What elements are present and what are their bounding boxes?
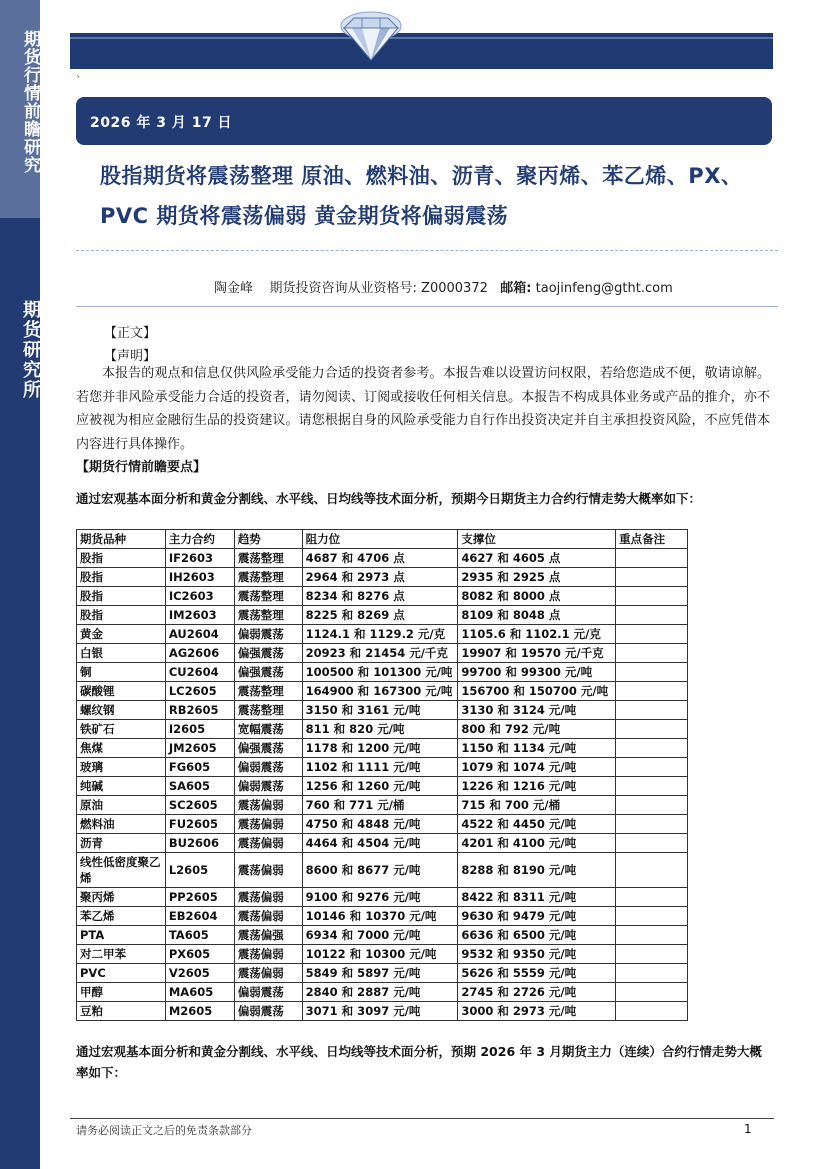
cell-trend: 偏强震荡	[234, 663, 302, 682]
title-divider	[76, 250, 778, 251]
table-row	[77, 888, 688, 907]
cell-note	[616, 964, 688, 983]
cell-note	[616, 720, 688, 739]
cell-trend: 宽幅震荡	[234, 720, 302, 739]
cell-contract: JM2605	[165, 739, 234, 758]
header-trend: 趋势	[234, 530, 302, 549]
cell-resistance: 4464 和 4504 元/吨	[302, 834, 458, 853]
table-row	[77, 682, 688, 701]
date-banner	[76, 97, 772, 145]
footer-divider	[70, 1118, 774, 1119]
cell-contract: IH2603	[165, 568, 234, 587]
cell-trend: 偏弱震荡	[234, 625, 302, 644]
cell-support: 2745 和 2726 元/吨	[458, 983, 616, 1002]
report-title: 股指期货将震荡整理 原油、燃料油、沥青、聚丙烯、苯乙烯、PX、PVC 期货将震荡偏弱 黄金期货将偏弱震荡	[100, 164, 743, 228]
diamond-logo-icon	[322, 4, 420, 64]
cell-contract: IF2603	[165, 549, 234, 568]
cell-resistance: 9100 和 9276 元/吨	[302, 888, 458, 907]
cell-variety: 苯乙烯	[77, 907, 166, 926]
table-row	[77, 1002, 688, 1021]
table-row	[77, 926, 688, 945]
cell-contract: V2605	[165, 964, 234, 983]
cell-trend: 震荡偏弱	[234, 888, 302, 907]
cell-resistance: 3071 和 3097 元/吨	[302, 1002, 458, 1021]
cell-trend: 偏强震荡	[234, 739, 302, 758]
cell-support: 1105.6 和 1102.1 元/克	[458, 625, 616, 644]
cell-support: 3000 和 2973 元/吨	[458, 1002, 616, 1021]
cell-resistance: 1124.1 和 1129.2 元/克	[302, 625, 458, 644]
table-row	[77, 964, 688, 983]
cell-note	[616, 907, 688, 926]
tick-mark: `	[76, 74, 82, 87]
cell-resistance: 2840 和 2887 元/吨	[302, 983, 458, 1002]
cell-trend: 震荡偏弱	[234, 964, 302, 983]
cell-resistance: 164900 和 167300 元/吨	[302, 682, 458, 701]
cell-resistance: 20923 和 21454 元/千克	[302, 644, 458, 663]
cell-trend: 震荡整理	[234, 549, 302, 568]
cell-contract: PX605	[165, 945, 234, 964]
cell-trend: 震荡偏弱	[234, 796, 302, 815]
cell-note	[616, 739, 688, 758]
table-row	[77, 701, 688, 720]
cell-contract: LC2605	[165, 682, 234, 701]
cell-variety: 股指	[77, 606, 166, 625]
cell-variety: 原油	[77, 796, 166, 815]
daily-intro: 通过宏观基本面分析和黄金分割线、水平线、日均线等技术面分析，预期今日期货主力合约行情走势大概率如下：	[76, 491, 702, 506]
header-bar	[70, 33, 773, 69]
cell-note	[616, 625, 688, 644]
cell-trend: 震荡整理	[234, 568, 302, 587]
cell-support: 19907 和 19570 元/千克	[458, 644, 616, 663]
cell-support: 1079 和 1074 元/吨	[458, 758, 616, 777]
cell-trend: 震荡偏弱	[234, 834, 302, 853]
cell-variety: 白银	[77, 644, 166, 663]
cell-contract: RB2605	[165, 701, 234, 720]
cell-support: 8109 和 8048 点	[458, 606, 616, 625]
author-license: 期货投资咨询从业资格号: Z0000372	[269, 281, 488, 296]
cell-trend: 震荡偏弱	[234, 907, 302, 926]
cell-support: 1226 和 1216 元/吨	[458, 777, 616, 796]
cell-resistance: 3150 和 3161 元/吨	[302, 701, 458, 720]
cell-note	[616, 644, 688, 663]
cell-contract: FU2605	[165, 815, 234, 834]
cell-trend: 震荡偏弱	[234, 815, 302, 834]
cell-variety: 燃料油	[77, 815, 166, 834]
cell-variety: 甲醇	[77, 983, 166, 1002]
cell-contract: AU2604	[165, 625, 234, 644]
cell-resistance: 1102 和 1111 元/吨	[302, 758, 458, 777]
table-row	[77, 625, 688, 644]
cell-support: 8422 和 8311 元/吨	[458, 888, 616, 907]
cell-trend: 震荡整理	[234, 606, 302, 625]
cell-variety: 股指	[77, 549, 166, 568]
cell-support: 3130 和 3124 元/吨	[458, 701, 616, 720]
table-row	[77, 945, 688, 964]
table-row	[77, 777, 688, 796]
cell-support: 4627 和 4605 点	[458, 549, 616, 568]
cell-resistance: 4687 和 4706 点	[302, 549, 458, 568]
cell-variety: 股指	[77, 568, 166, 587]
table-row	[77, 587, 688, 606]
cell-variety: PTA	[77, 926, 166, 945]
email-label: 邮箱:	[500, 281, 532, 296]
cell-contract: PP2605	[165, 888, 234, 907]
cell-support: 2935 和 2925 点	[458, 568, 616, 587]
cell-note	[616, 568, 688, 587]
cell-resistance: 1256 和 1260 元/吨	[302, 777, 458, 796]
page-number: 1	[744, 1122, 752, 1136]
cell-support: 99700 和 99300 元/吨	[458, 663, 616, 682]
cell-resistance: 760 和 771 元/桶	[302, 796, 458, 815]
key-points-heading: 【期货行情前瞻要点】	[76, 460, 207, 475]
cell-note	[616, 701, 688, 720]
cell-contract: AG2606	[165, 644, 234, 663]
header-variety: 期货品种	[77, 530, 166, 549]
cell-trend: 震荡整理	[234, 701, 302, 720]
table-row	[77, 983, 688, 1002]
forecast-table	[76, 529, 688, 1021]
cell-resistance: 10122 和 10300 元/吨	[302, 945, 458, 964]
cell-note	[616, 549, 688, 568]
table-row	[77, 853, 688, 888]
cell-note	[616, 945, 688, 964]
cell-support: 156700 和 150700 元/吨	[458, 682, 616, 701]
cell-contract: L2605	[165, 853, 234, 888]
sidebar-top-label: 期货行情前瞻研究	[20, 30, 40, 174]
cell-contract: I2605	[165, 720, 234, 739]
cell-resistance: 4750 和 4848 元/吨	[302, 815, 458, 834]
cell-support: 800 和 792 元/吨	[458, 720, 616, 739]
table-row	[77, 663, 688, 682]
cell-trend: 偏弱震荡	[234, 777, 302, 796]
cell-note	[616, 758, 688, 777]
cell-resistance: 8234 和 8276 点	[302, 587, 458, 606]
cell-variety: 螺纹钢	[77, 701, 166, 720]
cell-resistance: 6934 和 7000 元/吨	[302, 926, 458, 945]
cell-contract: IM2603	[165, 606, 234, 625]
cell-variety: 沥青	[77, 834, 166, 853]
cell-variety: 黄金	[77, 625, 166, 644]
author-email[interactable]: taojinfeng@gtht.com	[535, 281, 673, 296]
table-row	[77, 739, 688, 758]
author-line	[214, 277, 673, 296]
cell-variety: 豆粕	[77, 1002, 166, 1021]
cell-support: 4522 和 4450 元/吨	[458, 815, 616, 834]
cell-variety: 线性低密度聚乙烯	[77, 853, 166, 888]
author-name: 陶金峰	[214, 281, 254, 296]
table-row	[77, 549, 688, 568]
cell-resistance: 2964 和 2973 点	[302, 568, 458, 587]
cell-trend: 震荡偏弱	[234, 945, 302, 964]
cell-variety: 铁矿石	[77, 720, 166, 739]
cell-variety: PVC	[77, 964, 166, 983]
header-support: 支撑位	[458, 530, 616, 549]
cell-note	[616, 983, 688, 1002]
table-header-row	[77, 530, 688, 549]
cell-trend: 震荡整理	[234, 682, 302, 701]
table-row	[77, 606, 688, 625]
table-row	[77, 907, 688, 926]
cell-note	[616, 777, 688, 796]
cell-note	[616, 834, 688, 853]
report-date: 2026 年 3 月 17 日	[90, 115, 233, 131]
cell-contract: MA605	[165, 983, 234, 1002]
cell-variety: 玻璃	[77, 758, 166, 777]
cell-trend: 偏弱震荡	[234, 758, 302, 777]
monthly-intro: 通过宏观基本面分析和黄金分割线、水平线、日均线等技术面分析，预期 2026 年 3 月期货主力（连续）合约行情走势大概率如下：	[76, 1044, 762, 1080]
cell-trend: 偏强震荡	[234, 644, 302, 663]
cell-trend: 震荡偏强	[234, 926, 302, 945]
cell-contract: BU2606	[165, 834, 234, 853]
cell-contract: TA605	[165, 926, 234, 945]
cell-note	[616, 853, 688, 888]
cell-resistance: 8600 和 8677 元/吨	[302, 853, 458, 888]
cell-support: 9532 和 9350 元/吨	[458, 945, 616, 964]
cell-resistance: 8225 和 8269 点	[302, 606, 458, 625]
cell-support: 9630 和 9479 元/吨	[458, 907, 616, 926]
header-contract: 主力合约	[165, 530, 234, 549]
table-row	[77, 720, 688, 739]
table-row	[77, 644, 688, 663]
cell-trend: 震荡整理	[234, 587, 302, 606]
cell-note	[616, 888, 688, 907]
cell-support: 1150 和 1134 元/吨	[458, 739, 616, 758]
footer-note: 请务必阅读正文之后的免责条款部分	[76, 1124, 252, 1137]
cell-variety: 碳酸锂	[77, 682, 166, 701]
cell-resistance: 100500 和 101300 元/吨	[302, 663, 458, 682]
cell-support: 4201 和 4100 元/吨	[458, 834, 616, 853]
header-resistance: 阻力位	[302, 530, 458, 549]
cell-support: 715 和 700 元/桶	[458, 796, 616, 815]
statement-label: 【声明】	[104, 349, 157, 364]
cell-contract: CU2604	[165, 663, 234, 682]
cell-support: 8288 和 8190 元/吨	[458, 853, 616, 888]
header-note: 重点备注	[616, 530, 688, 549]
cell-note	[616, 606, 688, 625]
table-row	[77, 815, 688, 834]
cell-note	[616, 663, 688, 682]
cell-resistance: 811 和 820 元/吨	[302, 720, 458, 739]
table-row	[77, 834, 688, 853]
cell-variety: 股指	[77, 587, 166, 606]
cell-note	[616, 682, 688, 701]
cell-trend: 偏弱震荡	[234, 1002, 302, 1021]
cell-contract: SA605	[165, 777, 234, 796]
table-row	[77, 758, 688, 777]
cell-variety: 对二甲苯	[77, 945, 166, 964]
author-divider	[76, 306, 778, 307]
cell-note	[616, 796, 688, 815]
cell-resistance: 5849 和 5897 元/吨	[302, 964, 458, 983]
cell-variety: 聚丙烯	[77, 888, 166, 907]
cell-trend: 偏弱震荡	[234, 983, 302, 1002]
cell-resistance: 10146 和 10370 元/吨	[302, 907, 458, 926]
cell-note	[616, 587, 688, 606]
cell-note	[616, 926, 688, 945]
cell-variety: 焦煤	[77, 739, 166, 758]
cell-contract: EB2604	[165, 907, 234, 926]
cell-trend: 震荡偏弱	[234, 853, 302, 888]
table-row	[77, 796, 688, 815]
disclaimer-paragraph: 本报告的观点和信息仅供风险承受能力合适的投资者参考。本报告难以设置访问权限，若给您造成不便，敬请谅解。若您并非风险承受能力合适的投资者，请勿阅读、订阅或接收任何相关信息。本报告不构成具体业务或产品的推介，亦不应被视为相应金融衍生品的投资建议。请您根据自身的风险承受能力自行作出投资决定并自主承担投资风险，不应凭借本内容进行具体操作。	[76, 366, 770, 452]
cell-note	[616, 1002, 688, 1021]
cell-support: 8082 和 8000 点	[458, 587, 616, 606]
cell-support: 5626 和 5559 元/吨	[458, 964, 616, 983]
cell-resistance: 1178 和 1200 元/吨	[302, 739, 458, 758]
body-label: 【正文】	[104, 326, 157, 341]
cell-contract: SC2605	[165, 796, 234, 815]
table-row	[77, 568, 688, 587]
cell-variety: 纯碱	[77, 777, 166, 796]
cell-support: 6636 和 6500 元/吨	[458, 926, 616, 945]
cell-contract: M2605	[165, 1002, 234, 1021]
sidebar-bottom-label: 期货研究所	[20, 300, 41, 400]
cell-contract: FG605	[165, 758, 234, 777]
cell-variety: 铜	[77, 663, 166, 682]
cell-contract: IC2603	[165, 587, 234, 606]
cell-note	[616, 815, 688, 834]
